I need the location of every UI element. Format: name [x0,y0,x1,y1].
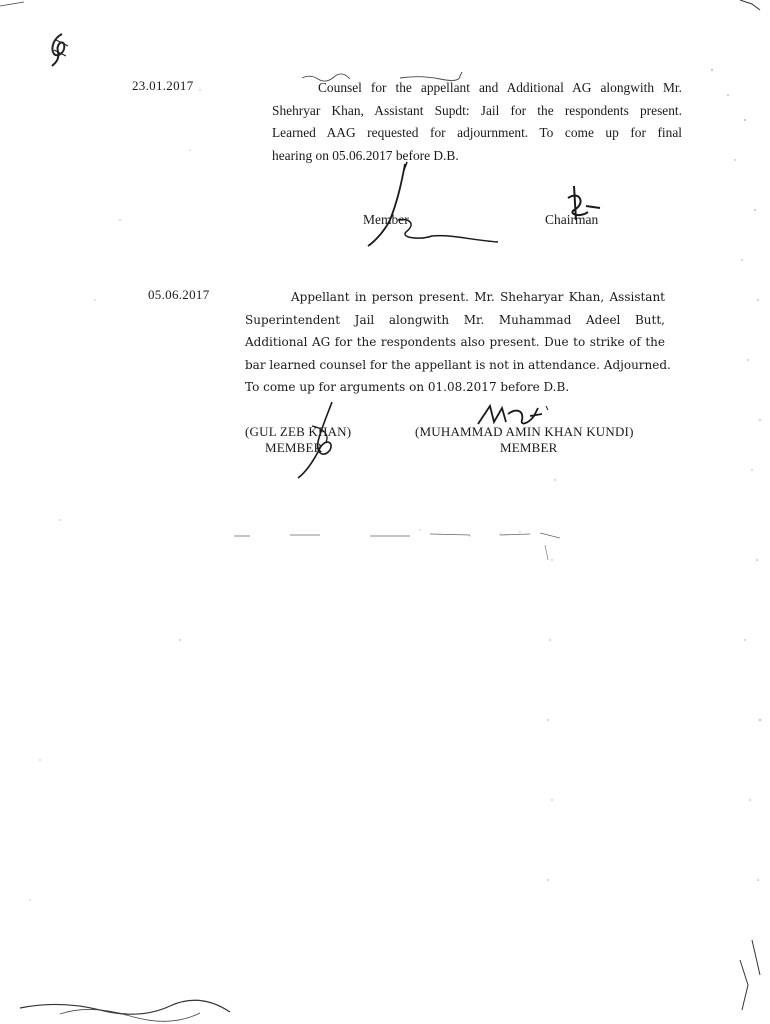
entry-1-chairman-label: Chairman [545,212,599,227]
left-member-signature-2 [290,398,360,483]
entry-1-line-1: Counsel for the appellant and Additional AG alongwith Mr. [318,80,682,95]
right-member-signature-2 [472,400,562,432]
entry-1-line-3: Learned AAG requested for adjournment. To come up for final [272,125,682,140]
entry-2-left-member-title: MEMBER [265,440,323,455]
margin-initial-mark [44,30,78,70]
faint-scan-line [230,528,570,542]
entry-1-member-label: Member [363,212,409,227]
entry-2-line-2: Superintendent Jail alongwith Mr. Muhammad Adeel Butt, [245,312,665,327]
entry-2-note [245,286,671,399]
entry-2-line-4: bar learned counsel for the appellant is not in attendance. Adjourned. [245,357,671,372]
entry-1-line-2: Shehryar Khan, Assistant Supdt: Jail for the respondents present. [272,102,682,118]
entry-2-line-3: Additional AG for the respondents also present. Due to strike of the [245,335,665,349]
entry-2-line-5: To come up for arguments on 01.08.2017 before D.B. [245,380,570,394]
entry-2-line-1: Appellant in person present. Mr. Sheharyar Khan, Assistant [291,290,665,304]
entry-1-line-4: hearing on 05.06.2017 before D.B. [272,147,459,163]
entry-1-date: 23.01.2017 [132,78,194,93]
member-signature-1 [360,160,510,255]
entry-2-left-member-name: (GUL ZEB KHAN) [245,424,352,439]
entry-1-note [272,77,682,167]
entry-2-date: 05.06.2017 [148,287,210,302]
entry-2-right-member-title: MEMBER [500,440,558,455]
chairman-signature-1 [560,180,610,230]
entry-2-right-member-name: (MUHAMMAD AMIN KHAN KUNDI) [415,424,634,439]
